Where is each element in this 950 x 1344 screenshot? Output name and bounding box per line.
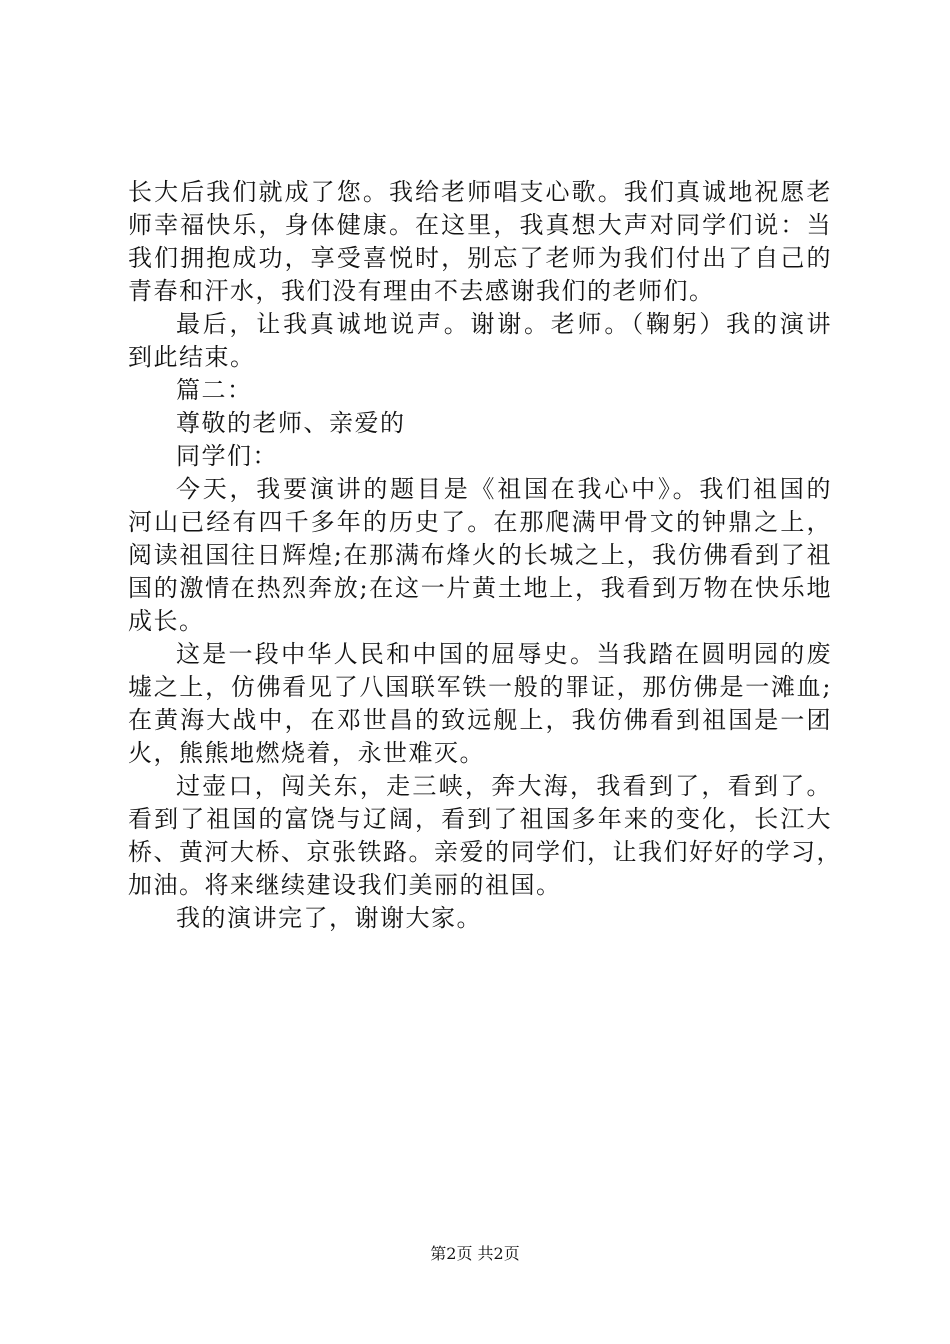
text-line: 加油。将来继续建设我们美丽的祖国。 xyxy=(128,871,562,899)
text-line: 青春和汗水，我们没有理由不去感谢我们的老师们。 xyxy=(128,277,715,305)
text-line: 这是一段中华人民和中国的屈辱史。当我踏在圆明园的废 xyxy=(176,640,832,668)
text-line: 成长。 xyxy=(128,607,205,635)
document-body xyxy=(128,176,842,935)
text-line: 师幸福快乐，身体健康。在这里，我真想大声对同学们说：当 xyxy=(128,211,832,239)
text-line: 今天，我要演讲的题目是《祖国在我心中》。我们祖国的 xyxy=(176,475,832,503)
text-line: 看到了祖国的富饶与辽阔，看到了祖国多年来的变化，长江大 xyxy=(128,805,832,833)
page-footer: 第2页 共2页 xyxy=(430,1244,520,1263)
text-line: 同学们： xyxy=(176,442,278,470)
text-line: 河山已经有四千多年的历史了。在那爬满甲骨文的钟鼎之上， xyxy=(128,508,832,536)
text-line: 到此结束。 xyxy=(128,343,256,371)
text-line: 国的激情在热烈奔放;在这一片黄土地上，我看到万物在快乐地 xyxy=(128,574,832,602)
text-line: 桥、黄河大桥、京张铁路。亲爱的同学们，让我们好好的学习， xyxy=(128,838,842,866)
text-line: 我的演讲完了，谢谢大家。 xyxy=(176,904,482,932)
text-line: 过壶口，闯关东，走三峡，奔大海，我看到了，看到了。 xyxy=(176,772,832,800)
text-line: 在黄海大战中，在邓世昌的致远舰上，我仿佛看到祖国是一团 xyxy=(128,706,832,734)
text-line: 墟之上，仿佛看见了八国联军铁一般的罪证，那仿佛是一滩血; xyxy=(128,673,832,701)
text-line: 阅读祖国往日辉煌;在那满布烽火的长城之上，我仿佛看到了祖 xyxy=(128,541,832,569)
text-line: 火，熊熊地燃烧着，永世难灭。 xyxy=(128,739,485,767)
text-line: 篇二： xyxy=(176,376,253,404)
text-line: 长大后我们就成了您。我给老师唱支心歌。我们真诚地祝愿老 xyxy=(128,178,832,206)
text-line: 我们拥抱成功，享受喜悦时，别忘了老师为我们付出了自己的 xyxy=(128,244,832,272)
text-line: 尊敬的老师、亲爱的 xyxy=(176,409,406,437)
text-line: 最后，让我真诚地说声。谢谢。老师。（鞠躬）我的演讲 xyxy=(176,310,832,338)
